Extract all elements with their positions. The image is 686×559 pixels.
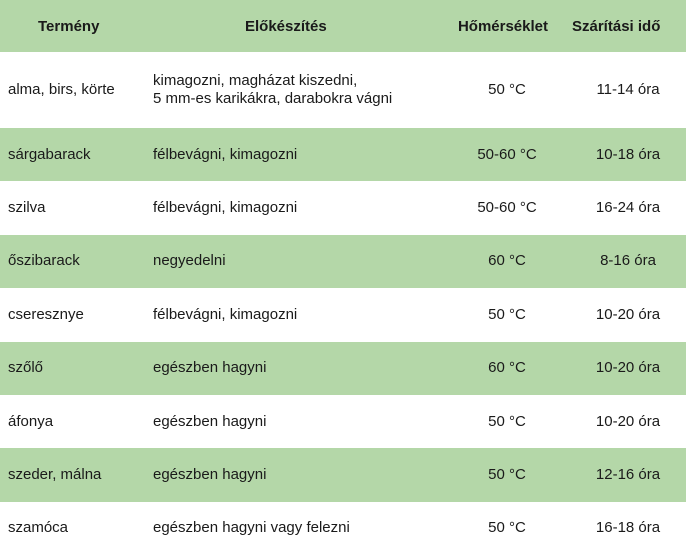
table-row: [0, 502, 686, 555]
temperature-cell: 60 °C: [488, 359, 526, 377]
crop-cell: áfonya: [8, 412, 54, 430]
table-body: [0, 52, 686, 555]
header-temperature: Hőmérséklet: [457, 17, 548, 35]
header-crop: Termény: [38, 17, 100, 35]
preparation-cell: egészben hagyni: [153, 412, 267, 430]
temperature-cell: 50 °C: [488, 305, 526, 323]
preparation-cell: egészben hagyni: [153, 466, 267, 484]
table-header: [0, 0, 686, 52]
temperature-cell: 50 °C: [488, 466, 526, 484]
temperature-cell: 60 °C: [488, 252, 526, 270]
table-row: [0, 52, 686, 128]
table-row: [0, 395, 686, 448]
table-row: [0, 235, 686, 288]
preparation-cell: egészben hagyni: [153, 359, 267, 377]
header-preparation: Előkészítés: [245, 17, 327, 35]
table-row: [0, 181, 686, 234]
temperature-cell: 50-60 °C: [477, 145, 537, 163]
drying-time-cell: 16-18 óra: [595, 519, 661, 537]
crop-cell: őszibarack: [8, 252, 80, 270]
drying-time-cell: 10-20 óra: [595, 359, 661, 377]
preparation-line: 5 mm-es karikákra, darabokra vágni: [153, 90, 393, 107]
temperature-cell: 50 °C: [488, 519, 526, 537]
drying-time-cell: 10-18 óra: [595, 145, 661, 163]
crop-cell: szilva: [8, 199, 46, 217]
preparation-cell: félbevágni, kimagozni: [153, 305, 298, 323]
preparation-cell: egészben hagyni vagy felezni: [153, 519, 350, 537]
drying-time-cell: 10-20 óra: [595, 305, 661, 323]
temperature-cell: 50-60 °C: [477, 199, 537, 217]
preparation-cell: félbevágni, kimagozni: [153, 199, 298, 217]
drying-time-cell: 10-20 óra: [595, 412, 661, 430]
crop-cell: szamóca: [8, 519, 69, 537]
drying-time-cell: 16-24 óra: [595, 199, 661, 217]
table-row: [0, 128, 686, 181]
header-drying-time: Szárítási idő: [572, 17, 661, 35]
preparation-cell: negyedelni: [153, 252, 226, 270]
crop-cell: sárgabarack: [8, 145, 91, 163]
temperature-cell: 50 °C: [488, 81, 526, 98]
preparation-cell: [150, 52, 440, 128]
crop-cell: alma, birs, körte: [8, 81, 115, 98]
table-row: [0, 342, 686, 395]
header-row: [0, 0, 686, 52]
preparation-cell: félbevágni, kimagozni: [153, 145, 298, 163]
table-row: [0, 288, 686, 341]
temperature-cell: 50 °C: [488, 412, 526, 430]
crop-cell: szeder, málna: [8, 466, 102, 484]
drying-time-cell: 11-14 óra: [596, 81, 660, 98]
drying-time-cell: 12-16 óra: [595, 466, 661, 484]
crop-cell: cseresznye: [8, 305, 84, 323]
drying-time-cell: 8-16 óra: [600, 252, 656, 270]
preparation-line: kimagozni, magházat kiszedni,: [153, 72, 358, 89]
table-row: [0, 448, 686, 501]
crop-cell: szőlő: [8, 359, 44, 377]
